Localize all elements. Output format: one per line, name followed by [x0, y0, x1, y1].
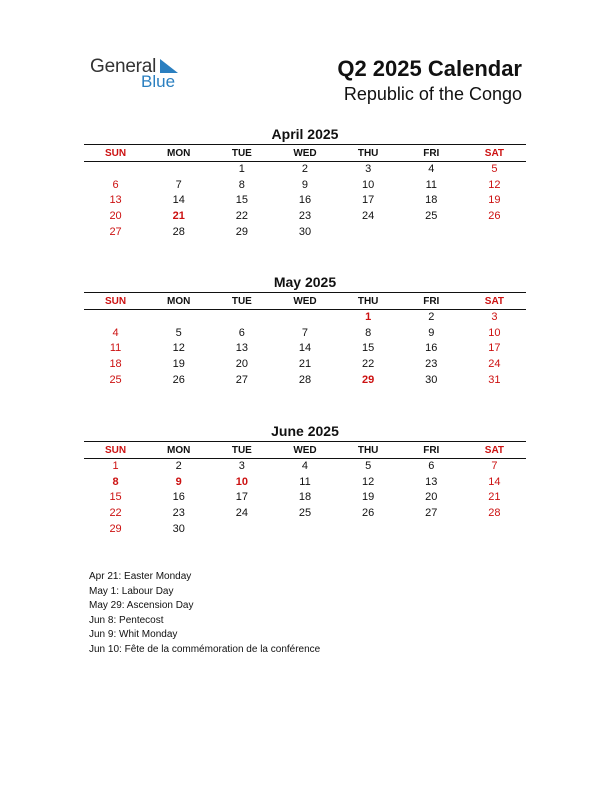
- day-cell: 12: [172, 342, 185, 355]
- weekday-wed: WED: [293, 147, 317, 159]
- day-cell: 21: [172, 210, 185, 223]
- weekday-wed: WED: [293, 295, 317, 307]
- day-cell: 27: [425, 507, 438, 520]
- day-cell: 26: [172, 373, 185, 386]
- empty-day-cell: [400, 225, 463, 241]
- day-cell: 7: [301, 326, 309, 339]
- weekday-sat: SAT: [484, 295, 505, 307]
- weekday-tue: TUE: [231, 444, 252, 456]
- month-title: June 2025: [271, 423, 339, 439]
- weekday-mon: MON: [167, 147, 191, 159]
- day-cell: 1: [112, 460, 119, 472]
- day-cell: 17: [235, 491, 248, 504]
- page-subtitle: Republic of the Congo: [343, 84, 522, 104]
- day-cell: 21: [298, 358, 312, 371]
- month-june: [84, 422, 526, 537]
- weekday-fri: FRI: [423, 147, 440, 159]
- holiday-entry: Jun 9: Whit Monday: [89, 629, 178, 640]
- day-cell: 14: [298, 342, 312, 355]
- day-cell: 3: [365, 163, 372, 175]
- day-cell: 12: [362, 475, 375, 488]
- weekday-sat: SAT: [484, 147, 505, 159]
- day-cell: 15: [109, 491, 122, 504]
- day-cell: 18: [425, 194, 438, 207]
- day-cell: 10: [362, 178, 375, 191]
- day-cell: 25: [109, 373, 122, 386]
- holiday-entry: Jun 8: Pentecost: [89, 614, 164, 626]
- day-cell: 29: [235, 225, 248, 238]
- day-cell: 3: [238, 460, 245, 472]
- day-cell: 17: [488, 342, 501, 355]
- empty-day-cell: [210, 310, 273, 326]
- weekday-mon: MON: [167, 444, 191, 456]
- day-cell: 19: [488, 194, 501, 207]
- empty-day-cell: [210, 522, 273, 538]
- empty-day-cell: [84, 310, 147, 326]
- day-cell: 28: [172, 225, 185, 238]
- day-cell: 14: [488, 475, 501, 488]
- empty-day-cell: [147, 162, 210, 178]
- empty-day-cell: [147, 310, 210, 326]
- weekday-wed: WED: [293, 444, 317, 456]
- day-cell: 10: [488, 326, 501, 339]
- weekday-sat: SAT: [484, 444, 505, 456]
- weekday-header: [84, 144, 526, 162]
- week-row: [84, 178, 526, 194]
- generalblue-logo: [90, 56, 190, 96]
- day-cell: 6: [238, 326, 245, 339]
- empty-day-cell: [273, 310, 336, 326]
- day-cell: 2: [301, 163, 309, 175]
- day-cell: 13: [109, 194, 122, 207]
- weekday-mon: MON: [167, 295, 191, 307]
- weekday-tue: TUE: [231, 147, 252, 159]
- day-cell: 7: [175, 178, 182, 191]
- week-row: [84, 459, 526, 475]
- empty-day-cell: [273, 522, 336, 538]
- day-cell: 18: [298, 491, 312, 504]
- month-title: April 2025: [271, 126, 339, 142]
- day-cell: 19: [362, 491, 375, 504]
- day-cell: 16: [425, 342, 438, 355]
- day-cell: 14: [172, 194, 185, 207]
- day-cell: 27: [109, 225, 122, 238]
- week-row: [84, 522, 526, 538]
- day-cell: 7: [491, 460, 498, 472]
- week-row: [84, 162, 526, 178]
- week-row: [84, 373, 526, 389]
- day-cell: 9: [175, 475, 182, 488]
- month-title: May 2025: [273, 274, 337, 290]
- holiday-entry: Apr 21: Easter Monday: [89, 571, 192, 582]
- weekday-sun: SUN: [105, 147, 127, 159]
- empty-day-cell: [400, 522, 463, 538]
- logo-text-blue: Blue: [141, 72, 176, 91]
- week-row: [84, 357, 526, 373]
- day-cell: 22: [362, 358, 375, 371]
- day-cell: 13: [235, 342, 248, 355]
- day-cell: 18: [109, 358, 122, 371]
- page-title: Q2 2025 Calendar: [337, 56, 522, 81]
- day-cell: 20: [425, 491, 438, 504]
- day-cell: 8: [365, 326, 372, 339]
- day-cell: 4: [428, 163, 435, 175]
- day-cell: 20: [235, 358, 248, 371]
- week-row: [84, 193, 526, 209]
- day-cell: 30: [425, 373, 438, 386]
- day-cell: 4: [112, 326, 119, 339]
- month-april: [84, 125, 526, 240]
- day-cell: 29: [109, 522, 122, 535]
- day-cell: 9: [301, 178, 309, 191]
- day-cell: 23: [172, 507, 185, 520]
- day-cell: 13: [425, 475, 438, 488]
- day-cell: 19: [172, 358, 185, 371]
- day-cell: 4: [301, 460, 309, 472]
- day-cell: 5: [175, 326, 182, 339]
- day-cell: 26: [488, 210, 501, 223]
- weekday-header: [84, 441, 526, 459]
- weekday-sun: SUN: [105, 295, 127, 307]
- day-cell: 30: [172, 522, 185, 535]
- week-row: [84, 209, 526, 225]
- week-row: [84, 310, 526, 326]
- weekday-tue: TUE: [231, 295, 252, 307]
- day-cell: 25: [425, 210, 438, 223]
- day-cell: 11: [299, 475, 311, 488]
- week-row: [84, 341, 526, 357]
- day-cell: 27: [235, 373, 248, 386]
- day-cell: 3: [491, 311, 498, 323]
- day-cell: 6: [112, 178, 119, 191]
- day-cell: 1: [238, 163, 245, 175]
- week-row: [84, 490, 526, 506]
- holiday-list: [89, 570, 320, 657]
- day-cell: 16: [172, 491, 185, 504]
- empty-day-cell: [337, 225, 400, 241]
- day-cell: 1: [365, 311, 372, 323]
- day-cell: 24: [235, 507, 248, 520]
- day-cell: 2: [175, 460, 182, 472]
- day-cell: 9: [428, 326, 435, 339]
- day-cell: 11: [425, 178, 437, 191]
- day-cell: 31: [488, 373, 501, 386]
- month-may: [84, 273, 526, 388]
- day-cell: 30: [298, 225, 312, 238]
- day-cell: 26: [362, 507, 375, 520]
- day-cell: 29: [362, 373, 375, 386]
- day-cell: 23: [425, 358, 438, 371]
- weekday-header: [84, 292, 526, 310]
- weekday-fri: FRI: [423, 295, 440, 307]
- day-cell: 23: [298, 210, 312, 223]
- weekday-thu: THU: [357, 295, 379, 307]
- week-row: [84, 225, 526, 241]
- day-cell: 6: [428, 460, 435, 472]
- day-cell: 5: [491, 163, 498, 175]
- empty-day-cell: [337, 522, 400, 538]
- empty-day-cell: [463, 522, 526, 538]
- day-cell: 15: [362, 342, 375, 355]
- holiday-entry: Jun 10: Fête de la commémoration de la conférence: [89, 643, 321, 655]
- day-cell: 25: [298, 507, 312, 520]
- day-cell: 24: [362, 210, 375, 223]
- holiday-entry: May 29: Ascension Day: [89, 600, 194, 611]
- day-cell: 12: [488, 178, 501, 191]
- logo-text-general: General: [90, 56, 157, 77]
- day-cell: 17: [362, 194, 375, 207]
- week-row: [84, 475, 526, 491]
- holiday-entry: May 1: Labour Day: [89, 585, 174, 597]
- weekday-sun: SUN: [105, 444, 127, 456]
- day-cell: 8: [112, 475, 119, 488]
- day-cell: 28: [298, 373, 312, 386]
- day-cell: 2: [428, 311, 435, 323]
- day-cell: 16: [298, 194, 312, 207]
- day-cell: 22: [109, 507, 122, 520]
- week-row: [84, 326, 526, 342]
- day-cell: 8: [238, 178, 245, 191]
- day-cell: 20: [109, 210, 122, 223]
- day-cell: 28: [488, 507, 501, 520]
- day-cell: 21: [488, 491, 501, 504]
- week-row: [84, 506, 526, 522]
- empty-day-cell: [463, 225, 526, 241]
- day-cell: 10: [235, 475, 248, 488]
- weekday-fri: FRI: [423, 444, 440, 456]
- weekday-thu: THU: [357, 147, 379, 159]
- day-cell: 5: [365, 460, 372, 472]
- weekday-thu: THU: [357, 444, 379, 456]
- day-cell: 24: [488, 358, 501, 371]
- empty-day-cell: [84, 162, 147, 178]
- day-cell: 22: [235, 210, 248, 223]
- day-cell: 11: [109, 342, 122, 355]
- day-cell: 15: [235, 194, 248, 207]
